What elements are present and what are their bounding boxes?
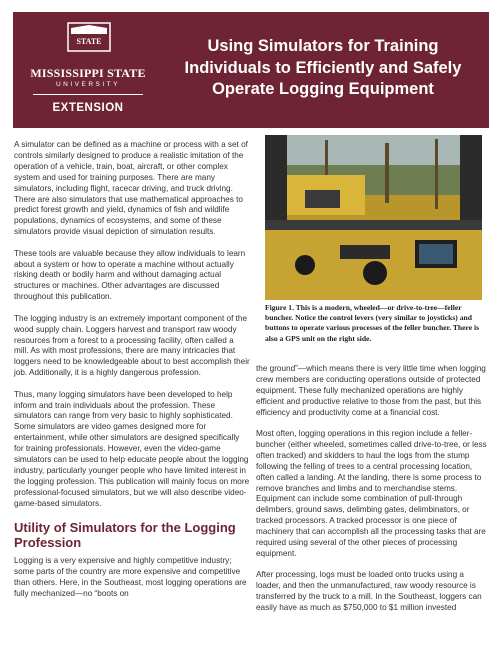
body-paragraph: The logging industry is an extremely important component of the wood supply chain. Loggers harvest and transport raw woody resources from a forest to a processing facility, often called a mill. As with most professions, there are many intricacies that loggers need to be knowledgeable about to best accomplish their job. Additionally, it is a highly dangerous profession. [14,313,250,378]
logo-extension: EXTENSION [52,102,124,114]
body-paragraph: Logging is a very expensive and highly competitive industry; some parts of the country are more expensive and competitive than others. Here, in the Southeast, most logging operations are fully mechanized—no “boots on [14,556,247,598]
logo-university-word: UNIVERSITY [55,81,120,88]
body-paragraph: These tools are valuable because they allow individuals to learn about a system or how to operate a machine without actually risking death or bodily harm and without damaging actual structures or machines. Other advantages are discussed throughout this publication. [14,248,246,302]
section-heading: Utility of Simulators for the Logging Profession [14,520,236,551]
left-column [14,140,250,610]
figure-caption: Figure 1. This is a modern, wheeled—or drive-to-tree—feller buncher. Notice the control levers (very similar to joysticks) and buttons to operate various processes of the feller buncher. There is also a GPS unit on the right side. [265,303,480,343]
body-paragraph: Thus, many logging simulators have been developed to help inform and train individuals about the profession. These simulators can range from very basic to highly sophisticated. Some simulators are video games designed more for entertainment, while other simulators are designed specifically for training professionals. However, even the video-game simulators can be used to help educate people about the logging industry, particularly younger people who have limited interest in the logging profession. This publication will mainly focus on more professional-focused simulators, but we will also describe video-game-based simulators. [14,389,250,508]
university-logo [13,12,163,128]
logo-university-name: MISSISSIPPI STATE [30,66,146,80]
state-badge-icon [67,22,111,52]
logo-divider [33,94,143,95]
feller-buncher-photo [265,135,482,300]
cab-interior-illustration [265,135,482,300]
state-badge-text: STATE [76,37,102,46]
body-paragraph: After processing, logs must be loaded onto trucks using a loader, and then the unmanufactured, raw woody resource is transferred by the truck to a mill. In the Southeast, loggers can easily have as much as $750,000 to $1 million invested [256,570,482,613]
body-paragraph: the ground”—which means there is very little time when logging crew members are conducting operations outside of protected equipment. These fully mechanized operations are highly efficient and productive relative to those from the past, but this efficiency and productivity come at a financial cost. [256,364,486,417]
body-paragraph: Most often, logging operations in this region include a feller-buncher (either wheeled, sometimes called drive-to-tree, or less often tracked) and skidders to haul the logs from the stump following the felling of trees to a central processing location, often called a landing. At the landing, there is some process to remove branches and limbs and to merchandise stems. Equipment can include some combination of pull-through delimbers, ground saws, delimbing gates, delimbinators, or tracked processors. A tracked processor is one piece of machinery that can accomplish all the processing tasks that are required using several of the other pieces of processing equipment. [256,429,487,558]
header-banner [0,0,502,128]
header-panel [13,12,489,128]
page-title: Using Simulators for Training Individuals to Efficiently and Safely Operate Logging Equipment [184,37,462,98]
right-column [256,364,488,625]
body-paragraph: A simulator can be defined as a machine or process with a set of controls similarly designed to produce a realistic imitation of the operation of a vehicle, train, boat, aircraft, or other complex system and used for training purposes. There are many simulators, including flight, racecar driving, and truck driving. There are also simulators that use mathematical approaches to predict forest growth and yield, dynamics of fish and wildlife populations, dynamics of ecosystems, and some of these simulators provide visual depiction of simulation results. [14,140,248,237]
